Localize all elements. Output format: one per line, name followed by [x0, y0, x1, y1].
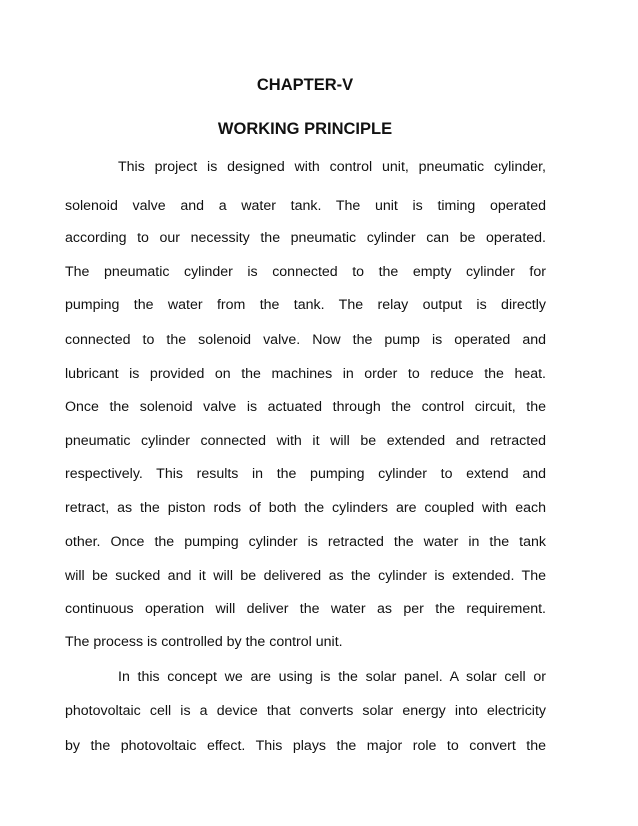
paragraph-line: pneumatic cylinder connected with it will be extended and retracted	[65, 433, 546, 449]
paragraph-line: retract, as the piston rods of both the cylinders are coupled with each	[65, 500, 546, 516]
paragraph-line: photovoltaic cell is a device that converts solar energy into electricity	[65, 703, 546, 719]
chapter-heading: CHAPTER-V	[256, 76, 354, 94]
section-title: WORKING PRINCIPLE	[217, 120, 393, 138]
paragraph-line: respectively. This results in the pumping cylinder to extend and	[65, 466, 546, 482]
paragraph-line: by the photovoltaic effect. This plays the major role to convert the	[65, 738, 546, 754]
paragraph-line: lubricant is provided on the machines in order to reduce the heat.	[65, 366, 546, 382]
paragraph-line: according to our necessity the pneumatic cylinder can be operated.	[65, 230, 546, 246]
paragraph-line: pumping the water from the tank. The relay output is directly	[65, 297, 546, 313]
paragraph-line: will be sucked and it will be delivered as the cylinder is extended. The	[65, 568, 546, 584]
paragraph-line: other. Once the pumping cylinder is retracted the water in the tank	[65, 534, 546, 550]
paragraph-line: continuous operation will deliver the water as per the requirement.	[65, 601, 546, 617]
paragraph-line: solenoid valve and a water tank. The unit is timing operated	[65, 198, 546, 214]
paragraph-line: This project is designed with control unit, pneumatic cylinder,	[118, 159, 546, 175]
paragraph-line: Once the solenoid valve is actuated through the control circuit, the	[65, 399, 546, 415]
paragraph-line: The pneumatic cylinder is connected to the empty cylinder for	[65, 264, 546, 280]
paragraph-line: In this concept we are using is the solar panel. A solar cell or	[118, 669, 546, 685]
paragraph-line: connected to the solenoid valve. Now the pump is operated and	[65, 332, 546, 348]
paragraph-line: The process is controlled by the control unit.	[65, 634, 343, 650]
